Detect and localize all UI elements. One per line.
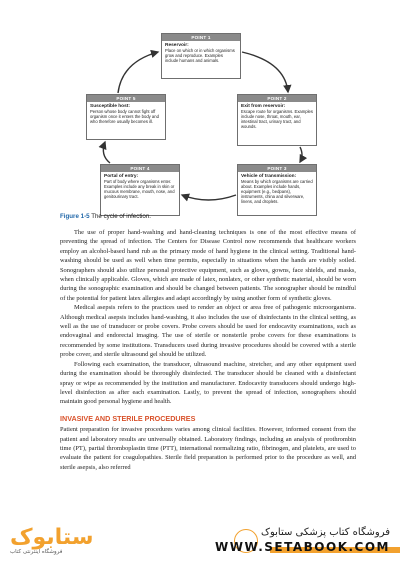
brand-block [215,527,390,554]
logo-subtitle: فروشگاه اینترنتی کتاب [10,549,63,555]
body-text [60,228,356,472]
point-2-text: Escape route for organisms. Examples include nose, throat, mouth, ear, intestinal tract, urinary tract, and wounds. [241,109,313,129]
figure-caption [60,213,151,220]
point-5-title: Susceptible host: [90,104,130,109]
point-1-text: Place on which or in which organisms grow and reproduce. Examples include humans and animals. [165,48,235,63]
point-3-text: Means by which organisms are carried about. Examples include hands, equipment (e.g., bedpans), instruments, china and silverware, linens, and droplets. [241,179,313,204]
point-2-title: Exit from reservoir: [241,104,286,109]
point-5-header: POINT 5 [87,95,165,102]
point-1-title: Reservoir: [165,43,189,48]
publisher-footer [0,519,400,565]
arrow-p1-p2 [242,52,288,92]
logo-mark: ستابوک [10,525,94,550]
point-2-box [237,94,317,146]
point-4-title: Portal of entry: [104,174,139,179]
figure-caption-text: The cycle of infection. [91,213,152,220]
point-1-box [161,33,241,79]
arrow-p4-p5 [103,142,110,163]
arrow-p5-p1 [118,52,158,93]
arrow-p3-p4 [182,195,236,200]
point-3-title: Vehicle of transmission: [241,174,297,179]
point-1-header: POINT 1 [162,34,240,41]
brand-url: WWW.SETABOOK.COM [214,540,390,554]
brand-name: فروشگاه کتاب پزشکی ستابوک [261,527,390,538]
setabook-logo [10,525,130,559]
infection-cycle-figure [0,0,400,212]
point-3-header: POINT 3 [238,165,316,172]
arrow-p2-p3 [300,147,302,162]
point-4-text: Part of body where organisms enter. Examples include any break in skin or mucous membrane, mouth, nose, and genitourinary tract. [104,179,175,199]
figure-label: Figure 1-5 [60,213,90,220]
point-4-box [100,164,180,216]
point-5-text: Person whose body cannot fight off organism once it enters the body and who therefore usually becomes ill. [90,109,159,124]
cycle-arrows [0,0,400,212]
point-2-header: POINT 2 [238,95,316,102]
paragraph-disinfection: Following each examination, the transducer, ultrasound machine, stretcher, and any other equipment used during the examination should be thoroughly disinfected. The transducer should be cleaned with a disinfectant spray or wipe as recommended by the institution and manufacturer. Endocavity transducers should undergo high-level disinfection as after each examination. Lastly, to prevent the spread of infection, sonographers should maintain good personal hygiene and health. [60,360,356,406]
paragraph-invasive-procedures: Patient preparation for invasive procedures varies among clinical facilities. However, informed consent from the patient and laboratory results are universally obtained. Laboratory findings, including an analysis of prothrombin time (PT), partial thromboplastin time (PTT), international normalizing ratio, fibrinogen, and platelets, are used to evaluate the patient for coagulopathies. Sterile field preparation is performed prior to the procedure as well, and sterile asepsis, also referred [60,426,356,471]
section-heading: INVASIVE AND STERILE PROCEDURES [60,413,196,423]
point-3-box [237,164,317,216]
point-4-header: POINT 4 [101,165,179,172]
point-5-box [86,94,166,140]
paragraph-hand-hygiene: The use of proper hand-washing and hand-cleaning techniques is one of the most effective means of preventing the spread of infection. The Centers for Disease Control now recommends that healthcare workers employ an alcohol-based hand rub as the primary mode of hand hygiene in the clinical setting. Traditional hand-washing should be used as well when time permits, especially in situations when the hands are visibly soiled. Sonographers should also utilize personal protective equipment, such as gloves, gowns, face shields, and masks, when clinically applicable. Gloves, which are made of latex, nonlatex, or other synthetic material, should be worn during the sonographic examination and should be changed between patients. The sonographer should be mindful of the potential for patient latex allergies and adapt accordingly by using another form of synthetic gloves. [60,229,356,302]
paragraph-medical-asepsis: Medical asepsis refers to the practices used to render an object or area free of pathogenic microorganisms. Although medical asepsis includes hand-washing, it also includes the use of disinfectants in the clinical setting, as well as the use of transducer or probe covers. Probe covers should be used for endocavity examinations, such as endovaginal and endorectal imaging. The use of sterile or nonsterile probe covers for these examinations is recommended by some institutions. Transducers used during invasive procedures should be covered with a sterile probe cover, and sterile ultrasound gel should be utilized. [60,304,356,359]
